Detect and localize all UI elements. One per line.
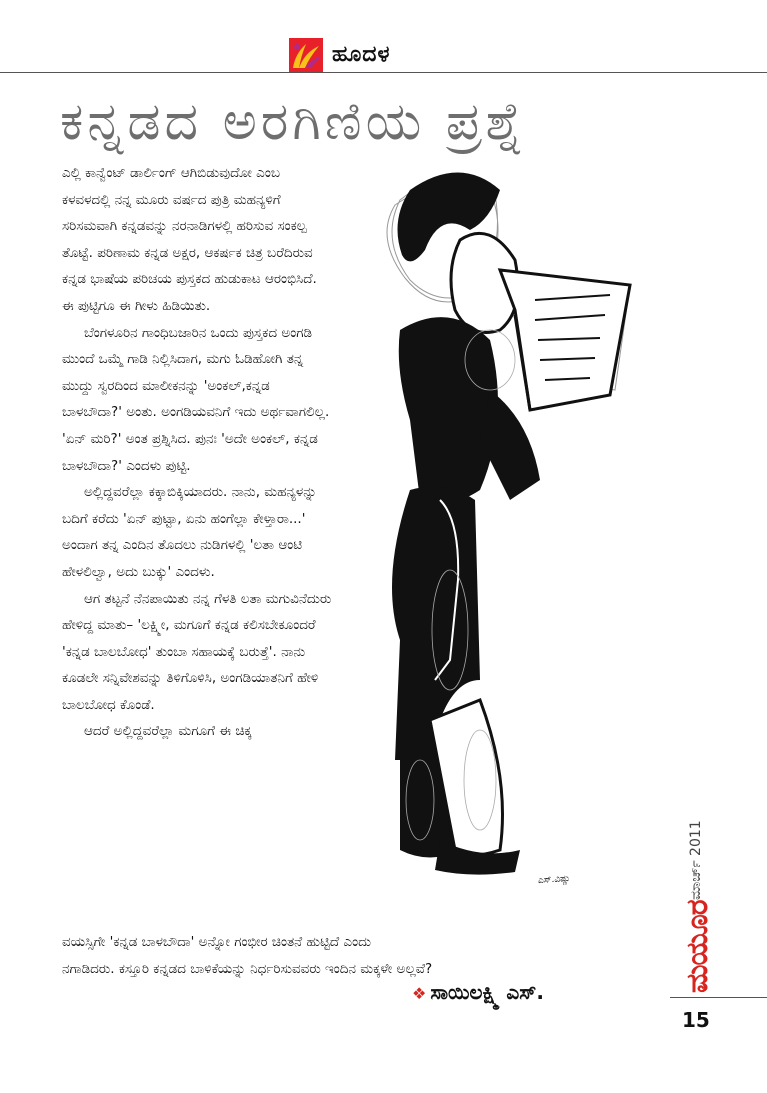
flower-logo-icon bbox=[289, 38, 323, 72]
paragraph: ಆಗ ತಟ್ಟನೆ ನೆನಪಾಯಿತು ನನ್ನ ಗೆಳತಿ ಲತಾ ಮಗುವಿನೆದುರು ಹೇಳಿದ್ದ ಮಾತು– 'ಲಕ್ಷ್ಮೀ, ಮಗೂಗೆ ಕನ್ನಡ ಕಲಿಸಬೇಕೂಂದರೆ 'ಕನ್ನಡ ಬಾಲಬೋಧ' ತುಂಬಾ ಸಹಾಯಕ್ಕೆ ಬರುತ್ತೆ'. ನಾನು ಕೂಡಲೇ ಸನ್ನಿವೇಶವನ್ನು ತಿಳಿಗೊಳಿಸಿ, ಅಂಗಡಿಯಾತನಿಗೆ ಹೇಳಿ ಬಾಲಬೋಧ ಕೊಂಡೆ. bbox=[62, 590, 332, 713]
paragraph: ಬೆಂಗಳೂರಿನ ಗಾಂಧಿಬಜಾರಿನ ಒಂದು ಪುಸ್ತಕದ ಅಂಗಡಿ ಮುಂದೆ ಒಮ್ಮೆ ಗಾಡಿ ನಿಲ್ಲಿಸಿದಾಗ, ಮಗು ಓಡಿಹೋಗಿ ತನ್ನ ಮುದ್ದು ಸ್ವರದಿಂದ ಮಾಲೀಕನನ್ನು 'ಅಂಕಲ್,ಕನ್ನಡ ಬಾಳಬೌದಾ?' ಅಂತು. ಅಂಗಡಿಯವನಿಗೆ ಇದು ಅರ್ಥವಾಗಲಿಲ್ಲ. 'ಏನ್ ಮರಿ?' ಅಂತ ಪ್ರಶ್ನಿಸಿದ. ಪುನಃ 'ಅದೇ ಅಂಕಲ್, ಕನ್ನಡ ಬಾಳಬೌದಾ?' ಎಂದಳು ಪುಟ್ಟಿ. bbox=[62, 324, 330, 474]
issue-date-text: ಮಾರ್ಚ್ 2011 bbox=[688, 820, 704, 900]
paragraph: ಎಲ್ಲಿ ಕಾನ್ವೆಂಟ್ ಡಾರ್ಲಿಂಗ್ ಆಗಿಬಿಡುವುದೋ ಎಂಬ ಕಳವಳದಲ್ಲಿ ನನ್ನ ಮೂರು ವರ್ಷದ ಪುತ್ರಿ ಮಹನ್ಯಳಿಗೆ ಸರಿಸಮವಾಗಿ ಕನ್ನಡವನ್ನು ನರನಾಡಿಗಳಲ್ಲಿ ಹರಿಸುವ ಸಂಕಲ್ಪ ತೊಟ್ಟೆ. ಪರಿಣಾಮ ಕನ್ನಡ ಅಕ್ಷರ, ಆಕರ್ಷಕ ಚಿತ್ರ ಬರೆದಿರುವ ಕನ್ನಡ ಭಾಷೆಯ ಪರಿಚಯ ಪುಸ್ತಕದ ಹುಡುಕಾಟ ಆರಂಭಿಸಿದೆ. ಈ ಪುಟ್ಟಿಗೂ ಈ ಗೀಳು ಹಿಡಿಯಿತು. bbox=[62, 165, 317, 314]
article-title: ಕನ್ನಡದ ಅರಗಿಣಿಯ ಪ್ರಶ್ನೆ bbox=[60, 92, 528, 152]
byline-bullet-icon: ❖ bbox=[412, 984, 427, 1003]
header-rule bbox=[0, 72, 767, 73]
paragraph: ಆದರೆ ಅಲ್ಲಿದ್ದವರೆಲ್ಲಾ ಮಗೂಗೆ ಈ ಚಿಕ್ಕ bbox=[84, 723, 252, 740]
paragraph: ಅಲ್ಲಿದ್ದವರೆಲ್ಲಾ ಕಕ್ಕಾಬಿಕ್ಕಿಯಾದರು. ನಾನು, ಮಹನ್ಯಳನ್ನು ಬದಿಗೆ ಕರೆದು 'ಏನ್ ಪುಟ್ಟಾ, ಏನು ಹಂಗೆಲ್ಲಾ ಕೇಳ್ತಾರಾ...' ಅಂದಾಗ ತನ್ನ ಎಂದಿನ ತೊದಲು ನುಡಿಗಳಲ್ಲಿ 'ಲತಾ ಆಂಟಿ ಹೇಳಲಿಲ್ವಾ, ಅದು ಬುಕ್ಕು' ಎಂದಳು. bbox=[62, 484, 317, 580]
page-number: 15 bbox=[682, 1008, 710, 1032]
issue-date bbox=[688, 780, 718, 900]
magazine-name bbox=[680, 900, 715, 993]
author-byline bbox=[412, 980, 544, 1004]
article-body bbox=[62, 160, 332, 745]
illustration-credit: ಎಸ್.ವಿಷ್ಣು bbox=[537, 873, 571, 887]
man-reading-book-illustration bbox=[340, 160, 640, 900]
author-name: ಸಾಯಿಲಕ್ಷ್ಮಿ ಎಸ್. bbox=[430, 980, 544, 1004]
magazine-name-text: ಮಯೂರ bbox=[680, 900, 715, 993]
closing-line: ವಯಸ್ಸಿಗೇ 'ಕನ್ನಡ ಬಾಳಬೌದಾ' ಅನ್ನೋ ಗಂಭೀರ ಚಿಂತನೆ ಹುಟ್ಟಿದೆ ಎಂದು bbox=[62, 934, 372, 950]
closing-line: ನಗಾಡಿದರು. ಕಸ್ತೂರಿ ಕನ್ನಡದ ಬಾಳಿಕೆಯನ್ನು ನಿರ್ಧರಿಸುವವರು ಇಂದಿನ ಮಕ್ಕಳೇ ಅಲ್ಲವೆ? bbox=[62, 961, 433, 977]
footer-rule bbox=[670, 997, 767, 998]
section-label: ಹೂದಳ bbox=[332, 42, 391, 67]
